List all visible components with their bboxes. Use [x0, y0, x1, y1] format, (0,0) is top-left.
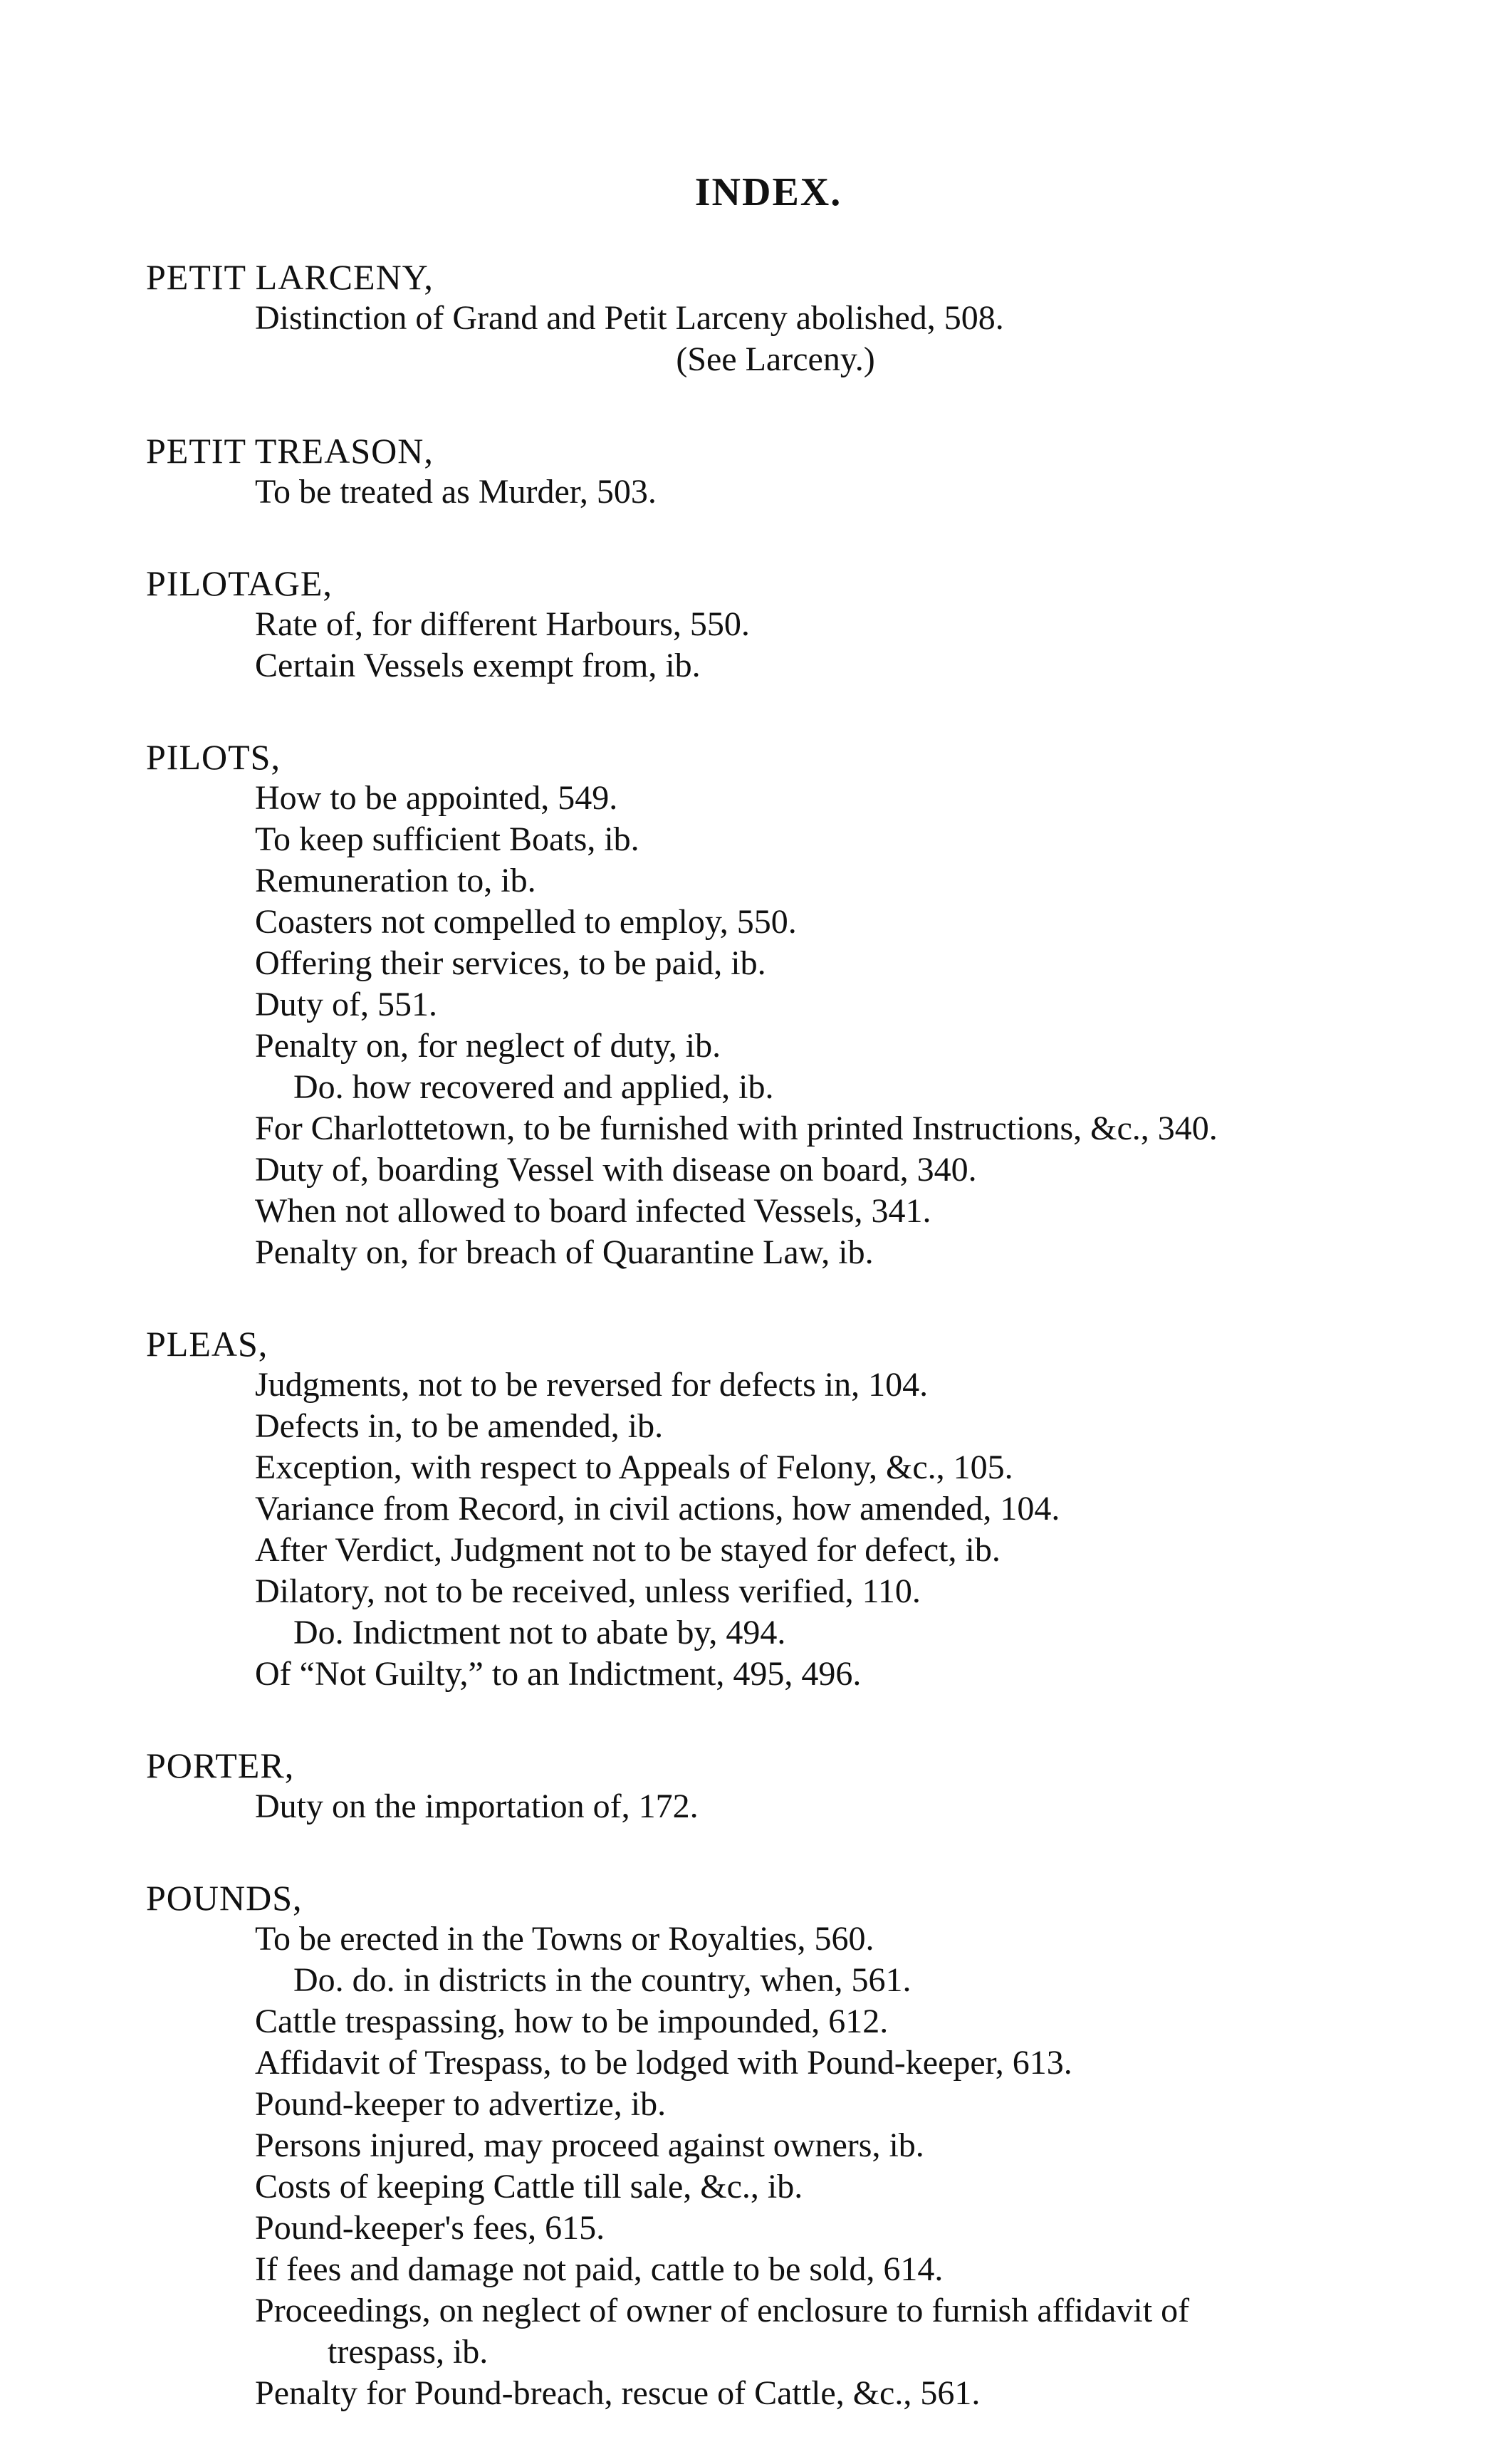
index-entry: [0, 1745, 1494, 1827]
entry-subline: Duty of, boarding Vessel with disease on board, 340.: [255, 1151, 977, 1189]
index-entry: [0, 430, 1494, 513]
entry-subline: To be treated as Murder, 503.: [255, 473, 657, 511]
entry-subline: Do. Indictment not to abate by, 494.: [293, 1614, 786, 1651]
entry-subline: Remuneration to, ib.: [255, 862, 536, 899]
entry-heading: PETIT LARCENY,: [146, 257, 434, 297]
entry-subline: Affidavit of Trespass, to be lodged with Pound-keeper, 613.: [255, 2044, 1072, 2082]
entry-subline: Defects in, to be amended, ib.: [255, 1407, 664, 1445]
entry-heading: PLEAS,: [146, 1324, 268, 1364]
entry-subline: Certain Vessels exempt from, ib.: [255, 647, 701, 684]
entry-heading: PILOTS,: [146, 737, 281, 777]
index-entry: [0, 563, 1494, 687]
index-entry-list: [0, 256, 1494, 2464]
entry-subline: When not allowed to board infected Vessels, 341.: [255, 1192, 931, 1230]
entry-subline: Judgments, not to be reversed for defects in, 104.: [255, 1366, 929, 1404]
entry-subline: Penalty on, for neglect of duty, ib.: [255, 1027, 721, 1065]
entry-subline: trespass, ib.: [328, 2333, 489, 2371]
entry-subline: Pound-keeper to advertize, ib.: [255, 2085, 667, 2123]
entry-subline: (See Larceny.): [676, 340, 875, 378]
entry-subline: Rate of, for different Harbours, 550.: [255, 605, 750, 643]
entry-subline: Do. how recovered and applied, ib.: [293, 1068, 774, 1106]
entry-heading: POUNDS,: [146, 1878, 303, 1918]
entry-subline: Persons injured, may proceed against owners, ib.: [255, 2126, 924, 2164]
entry-subline: Penalty on, for breach of Quarantine Law, ib.: [255, 1233, 874, 1271]
entry-subline: Cattle trespassing, how to be impounded, 612.: [255, 2003, 889, 2040]
entry-subline: Of “Not Guilty,” to an Indictment, 495, 496.: [255, 1655, 862, 1693]
entry-subline: Proceedings, on neglect of owner of enclosure to furnish affidavit of: [255, 2292, 1190, 2329]
index-entry: [0, 256, 1494, 380]
entry-heading: PETIT TREASON,: [146, 431, 434, 471]
entry-subline: Exception, with respect to Appeals of Felony, &c., 105.: [255, 1448, 1013, 1486]
entry-subline: After Verdict, Judgment not to be stayed for defect, ib.: [255, 1531, 1001, 1569]
entry-subline: Penalty for Pound-breach, rescue of Cattle, &c., 561.: [255, 2374, 981, 2412]
index-entry: [0, 1877, 1494, 2414]
entry-subline: Costs of keeping Cattle till sale, &c., ib.: [255, 2168, 803, 2205]
entry-subline: Do. do. in districts in the country, when, 561.: [293, 1961, 911, 1999]
entry-subline: If fees and damage not paid, cattle to be sold, 614.: [255, 2250, 944, 2288]
index-entry: [0, 1323, 1494, 1695]
entry-subline: For Charlottetown, to be furnished with printed Instructions, &c., 340.: [255, 1110, 1218, 1147]
entry-subline: Pound-keeper's fees, 615.: [255, 2209, 605, 2247]
entry-subline: To keep sufficient Boats, ib.: [255, 820, 639, 858]
entry-subline: Dilatory, not to be received, unless verified, 110.: [255, 1572, 921, 1610]
entry-subline: How to be appointed, 549.: [255, 779, 618, 817]
entry-subline: Duty on the importation of, 172.: [255, 1787, 699, 1825]
entry-heading: PORTER,: [146, 1745, 295, 1785]
entry-subline: Offering their services, to be paid, ib.: [255, 944, 766, 982]
entry-subline: Distinction of Grand and Petit Larceny abolished, 508.: [255, 299, 1004, 337]
entry-subline: To be erected in the Towns or Royalties, 560.: [255, 1920, 874, 1958]
entry-heading: PILOTAGE,: [146, 563, 333, 603]
index-entry: [0, 736, 1494, 1273]
entry-subline: Duty of, 551.: [255, 986, 437, 1023]
entry-subline: Coasters not compelled to employ, 550.: [255, 903, 797, 941]
page-title: INDEX.: [694, 170, 842, 214]
entry-subline: Variance from Record, in civil actions, how amended, 104.: [255, 1490, 1060, 1528]
